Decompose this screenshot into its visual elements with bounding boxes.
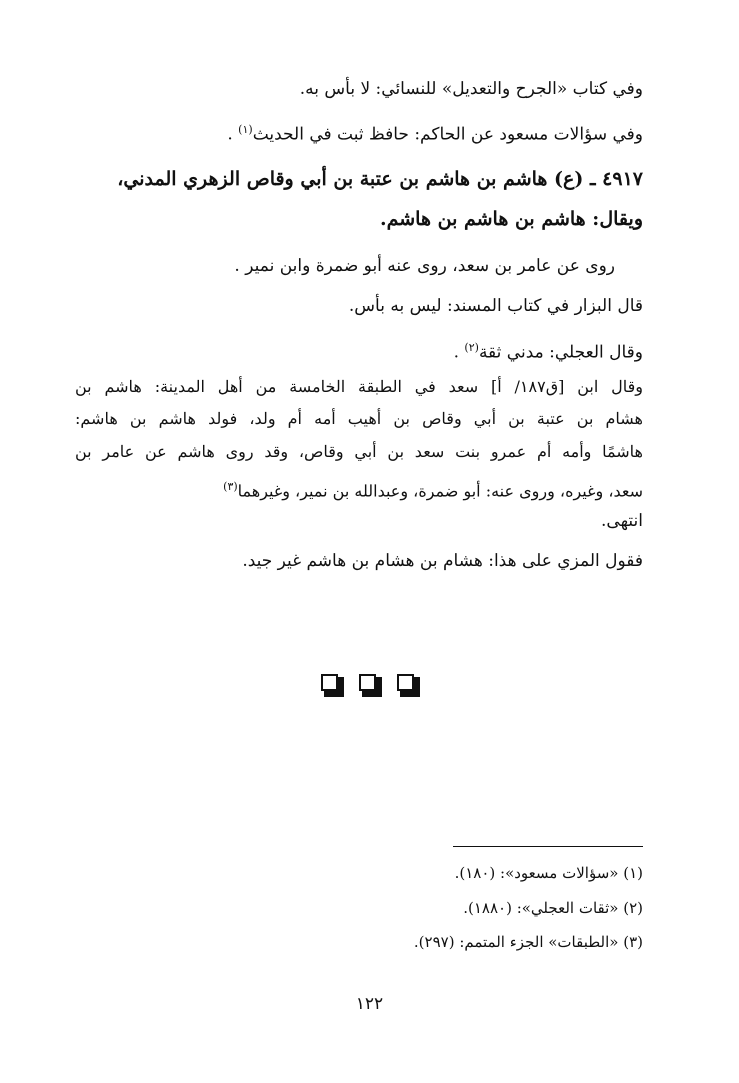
paragraph-line-4-body: سعد، وغيره، وروى عنه: أبو ضمرة، وعبدالله بن نمير، وغيرهما — [237, 481, 643, 501]
text-line-2 — [227, 117, 643, 148]
text-line-2-end: . — [227, 124, 233, 145]
paragraph-line-2: هشام بن عتبة بن أبي وقاص بن أهيب أمه أم ولد، فولد هاشم بن هاشم: — [75, 409, 643, 428]
footnote-ref-2: (٢) — [464, 341, 479, 354]
footnote-ref-1: (١) — [238, 123, 253, 136]
page-number: ١٢٢ — [355, 994, 384, 1014]
footnote-1: (١) «سؤالات مسعود»: (١٨٠). — [454, 864, 643, 882]
text-line-conclusion: فقول المزي على هذا: هشام بن هشام بن هاشم غير جيد. — [242, 551, 643, 571]
text-line-ijli-body: وقال العجلي: مدني ثقة — [478, 342, 643, 363]
square-ornament-icon — [397, 674, 419, 696]
text-line-ijli — [454, 335, 643, 366]
paragraph-line-1: وقال ابن [ق١٨٧/ أ] سعد في الطبقة الخامسة من أهل المدينة: هاشم بن — [75, 377, 643, 396]
paragraph-line-4 — [75, 474, 643, 504]
text-line-2-body: وفي سؤالات مسعود عن الحاكم: حافظ ثبت في الحديث — [252, 124, 643, 145]
footnote-separator — [453, 846, 643, 847]
text-line-ijli-end: . — [453, 342, 460, 363]
footnote-3: (٣) «الطبقات» الجزء المتمم: (٢٩٧). — [413, 933, 643, 951]
text-line-bazzar: قال البزار في كتاب المسند: ليس به بأس. — [348, 296, 643, 316]
square-ornament-icon — [359, 674, 381, 696]
text-line-1: وفي كتاب «الجرح والتعديل» للنسائي: لا بأس به. — [299, 79, 643, 99]
paragraph-line-5: انتهى. — [601, 511, 643, 531]
entry-heading-line-1: ٤٩١٧ ـ (ع) هاشم بن هاشم بن عتبة بن أبي وقاص الزهري المدني، — [117, 168, 643, 190]
square-ornament-icon — [321, 674, 343, 696]
footnote-ref-3: (٣) — [223, 480, 238, 493]
paragraph-line-3: هاشمًا وأمه أم عمرو بنت سعد بن أبي وقاص، وقد روى هاشم عن عامر بن — [75, 442, 643, 461]
footnote-2: (٢) «ثقات العجلي»: (١٨٨٠). — [463, 899, 643, 917]
text-line-narration: روى عن عامر بن سعد، روى عنه أبو ضمرة وابن نمير . — [234, 256, 615, 276]
entry-heading-line-2: ويقال: هاشم بن هاشم بن هاشم. — [380, 208, 643, 230]
section-divider — [0, 674, 739, 696]
